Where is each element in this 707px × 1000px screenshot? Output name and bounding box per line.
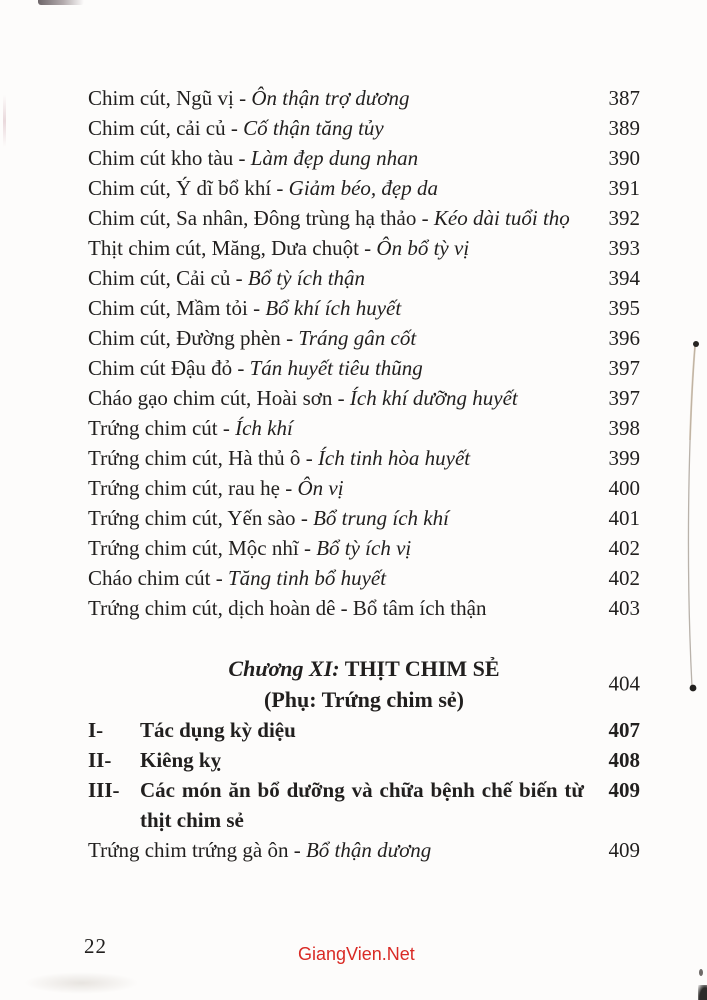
entry-separator: -	[295, 506, 314, 530]
scan-page-edge-curve	[677, 0, 707, 720]
toc-entry	[88, 593, 640, 623]
toc-entry-subtitle: Bổ khí ích huyết	[265, 296, 402, 320]
entry-separator: -	[225, 116, 244, 140]
toc-entry-subtitle: Ích khí dưỡng huyết	[349, 386, 518, 410]
entry-separator: -	[358, 236, 377, 260]
toc-entry-text	[88, 293, 594, 323]
section-label: Kiêng kỵ	[140, 748, 222, 772]
toc-entry-title: Thịt chim cút, Măng, Dưa chuột	[88, 236, 359, 260]
toc-entry	[88, 413, 640, 443]
toc-section-row	[88, 775, 640, 835]
toc-entry-title: Chim cút, Ngũ vị	[88, 86, 234, 110]
toc-entry	[88, 113, 640, 143]
toc-entry-text	[88, 443, 594, 473]
toc-entry-text	[88, 263, 594, 293]
toc-entry-page-number: 392	[608, 206, 640, 230]
toc-entry-page-number: 393	[608, 236, 640, 260]
entry-separator: -	[288, 838, 306, 862]
toc-entry-subtitle: Tán huyết tiêu thũng	[249, 356, 423, 380]
toc-entry-page-number: 397	[608, 356, 640, 380]
toc-section-row	[88, 745, 640, 775]
toc-entry-subtitle: Bổ trung ích khí	[313, 506, 449, 530]
entry-separator: -	[233, 146, 251, 170]
toc-entry-subtitle: Tăng tinh bổ huyết	[227, 566, 387, 590]
section-numeral: I-	[88, 718, 104, 742]
toc-entry	[88, 83, 640, 113]
toc-entry-page-number: 397	[608, 386, 640, 410]
toc-entry-text	[88, 203, 594, 233]
toc-entry-title: Chim cút, Đường phèn	[88, 326, 281, 350]
entry-separator: -	[247, 296, 266, 320]
chapter-number: Chương XI:	[228, 656, 340, 681]
toc-entry	[88, 203, 640, 233]
toc-entry-subtitle: Bổ thận dương	[305, 838, 432, 862]
entry-separator: -	[280, 476, 298, 500]
toc-entry-title: Chim cút, Ý dĩ bổ khí	[88, 176, 272, 200]
toc-entry-subtitle: Ôn bổ tỳ vị	[376, 236, 470, 260]
toc-entry-text	[88, 383, 594, 413]
toc-entry-page-number: 387	[608, 86, 640, 110]
toc-entry-subtitle: Bổ tâm ích thận	[352, 596, 487, 620]
toc-entry-text	[88, 413, 594, 443]
toc-entry-text	[88, 233, 594, 263]
toc-entry	[88, 443, 640, 473]
toc-entry-page-number: 402	[608, 536, 640, 560]
entry-separator: -	[416, 206, 434, 230]
toc-entry-subtitle: Ích khí	[235, 416, 293, 440]
page-folio-number: 22	[84, 934, 107, 958]
toc-entry-page-number: 399	[608, 446, 640, 470]
entry-separator: -	[300, 446, 318, 470]
toc-entry-page-number: 402	[608, 566, 640, 590]
toc-entry	[88, 473, 640, 503]
toc-entry-title: Trứng chim cút, Mộc nhĩ	[88, 536, 299, 560]
entry-separator: -	[335, 596, 353, 620]
entry-separator: -	[210, 566, 228, 590]
toc-entry-page-number: 398	[608, 416, 640, 440]
toc-entry	[88, 143, 640, 173]
toc-entry-title: Chim cút, Cải củ	[88, 266, 231, 290]
toc-entry-subtitle: Kéo dài tuổi thọ	[433, 206, 570, 230]
entry-separator: -	[233, 86, 252, 110]
scan-dot-bottom-right	[699, 969, 703, 976]
toc-entry	[88, 533, 640, 563]
toc-entry-subtitle: Ôn thận trợ dương	[251, 86, 410, 110]
toc-entry-text	[88, 835, 594, 865]
toc-entry	[88, 383, 640, 413]
entry-separator: -	[271, 176, 289, 200]
toc-entry-page-number: 394	[608, 266, 640, 290]
entry-separator: -	[217, 416, 236, 440]
toc-entry	[88, 293, 640, 323]
scan-line-left-edge	[3, 95, 6, 147]
toc-section-list	[88, 715, 640, 835]
toc-entry-page-number: 396	[608, 326, 640, 350]
toc-entry-text	[88, 533, 594, 563]
toc-entry-subtitle: Bổ tỳ ích vị	[316, 536, 412, 560]
toc-entry	[88, 323, 640, 353]
toc-entry-text	[88, 173, 594, 203]
toc-entry-title: Chim cút Đậu đỏ	[88, 356, 233, 380]
section-label: Tác dụng kỳ diệu	[140, 718, 296, 742]
toc-entry-title: Cháo gạo chim cút, Hoài sơn	[88, 386, 333, 410]
toc-entry-text	[88, 83, 594, 113]
toc-entry-title: Trứng chim cút, Yến sào	[88, 506, 296, 530]
toc-entry-page-number: 389	[608, 116, 640, 140]
toc-entry-title: Trứng chim cút, Hà thủ ô	[88, 446, 301, 470]
toc-entry	[88, 503, 640, 533]
toc-entry-title: Chim cút, Sa nhân, Đông trùng hạ thảo	[88, 206, 417, 230]
section-numeral: III-	[88, 778, 120, 802]
toc-entry-subtitle: Giảm béo, đẹp da	[288, 176, 438, 200]
scan-smudge-top-left	[38, 0, 84, 5]
entry-separator: -	[298, 536, 317, 560]
toc-entry-title: Trứng chim cút	[88, 416, 218, 440]
toc-entry	[88, 835, 640, 865]
entry-separator: -	[230, 266, 248, 290]
toc-entry-text	[88, 473, 594, 503]
toc-entry-text	[88, 563, 594, 593]
entry-separator: -	[332, 386, 350, 410]
toc-entry-title: Cháo chim cút	[88, 566, 211, 590]
toc-entry	[88, 233, 640, 263]
chapter-title: THỊT CHIM SẺ	[344, 656, 500, 681]
toc-entry-subtitle: Ôn vị	[297, 476, 344, 500]
entry-separator: -	[232, 356, 250, 380]
toc-entry-title: Chim cút, cải củ	[88, 116, 226, 140]
section-numeral: II-	[88, 748, 112, 772]
toc-entry-text	[88, 503, 594, 533]
toc-entry-page-number: 391	[608, 176, 640, 200]
entry-separator: -	[280, 326, 299, 350]
toc-entry	[88, 173, 640, 203]
toc-entry-subtitle: Làm đẹp dung nhan	[250, 146, 419, 170]
chapter-heading-line1	[88, 653, 640, 684]
toc-entry-title: Chim cút, Mầm tỏi	[88, 296, 248, 320]
toc-entry-page-number: 395	[608, 296, 640, 320]
toc-entry-page-number: 400	[608, 476, 640, 500]
toc-entry-list	[88, 83, 640, 623]
toc-entry-text	[88, 323, 594, 353]
toc-entry-title: Trứng chim trứng gà ôn	[88, 838, 289, 862]
table-of-contents	[88, 83, 640, 865]
toc-entry-subtitle: Tráng gân cốt	[298, 326, 417, 350]
toc-entry	[88, 563, 640, 593]
toc-entry-title: Trứng chim cút, dịch hoàn dê	[88, 596, 336, 620]
section-label: Các món ăn bổ dưỡng và chữa bệnh chế biến từ thịt chim sẻ	[140, 778, 584, 832]
toc-entry-subtitle: Ích tinh hòa huyết	[317, 446, 471, 470]
toc-entry	[88, 353, 640, 383]
toc-entry-page-number: 409	[608, 838, 640, 862]
toc-entry-title: Chim cút kho tàu	[88, 146, 234, 170]
toc-entry-title: Trứng chim cút, rau hẹ	[88, 476, 280, 500]
chapter-heading-block	[88, 653, 640, 715]
section-page-number: 408	[608, 748, 640, 772]
chapter-page-number: 404	[608, 671, 640, 696]
scan-mark-bottom-right	[698, 985, 707, 1000]
toc-entry-page-number: 401	[608, 506, 640, 530]
toc-entry-text	[88, 113, 594, 143]
section-page-number: 407	[608, 718, 640, 742]
section-page-number: 409	[608, 778, 640, 802]
toc-entry-page-number: 390	[608, 146, 640, 170]
toc-entry-text	[88, 593, 594, 623]
toc-entry-subtitle: Cố thận tăng tủy	[243, 116, 384, 140]
chapter-subtitle: (Phụ: Trứng chim sẻ)	[264, 687, 464, 712]
toc-entry	[88, 263, 640, 293]
toc-entry-page-number: 403	[608, 596, 640, 620]
toc-entry-text	[88, 143, 594, 173]
watermark-text: GiangVien.Net	[298, 944, 415, 964]
toc-entry-list-after	[88, 835, 640, 865]
scan-smudge-bottom-left	[24, 972, 139, 994]
toc-entry-subtitle: Bổ tỳ ích thận	[247, 266, 366, 290]
toc-section-row	[88, 715, 640, 745]
toc-entry-text	[88, 353, 594, 383]
